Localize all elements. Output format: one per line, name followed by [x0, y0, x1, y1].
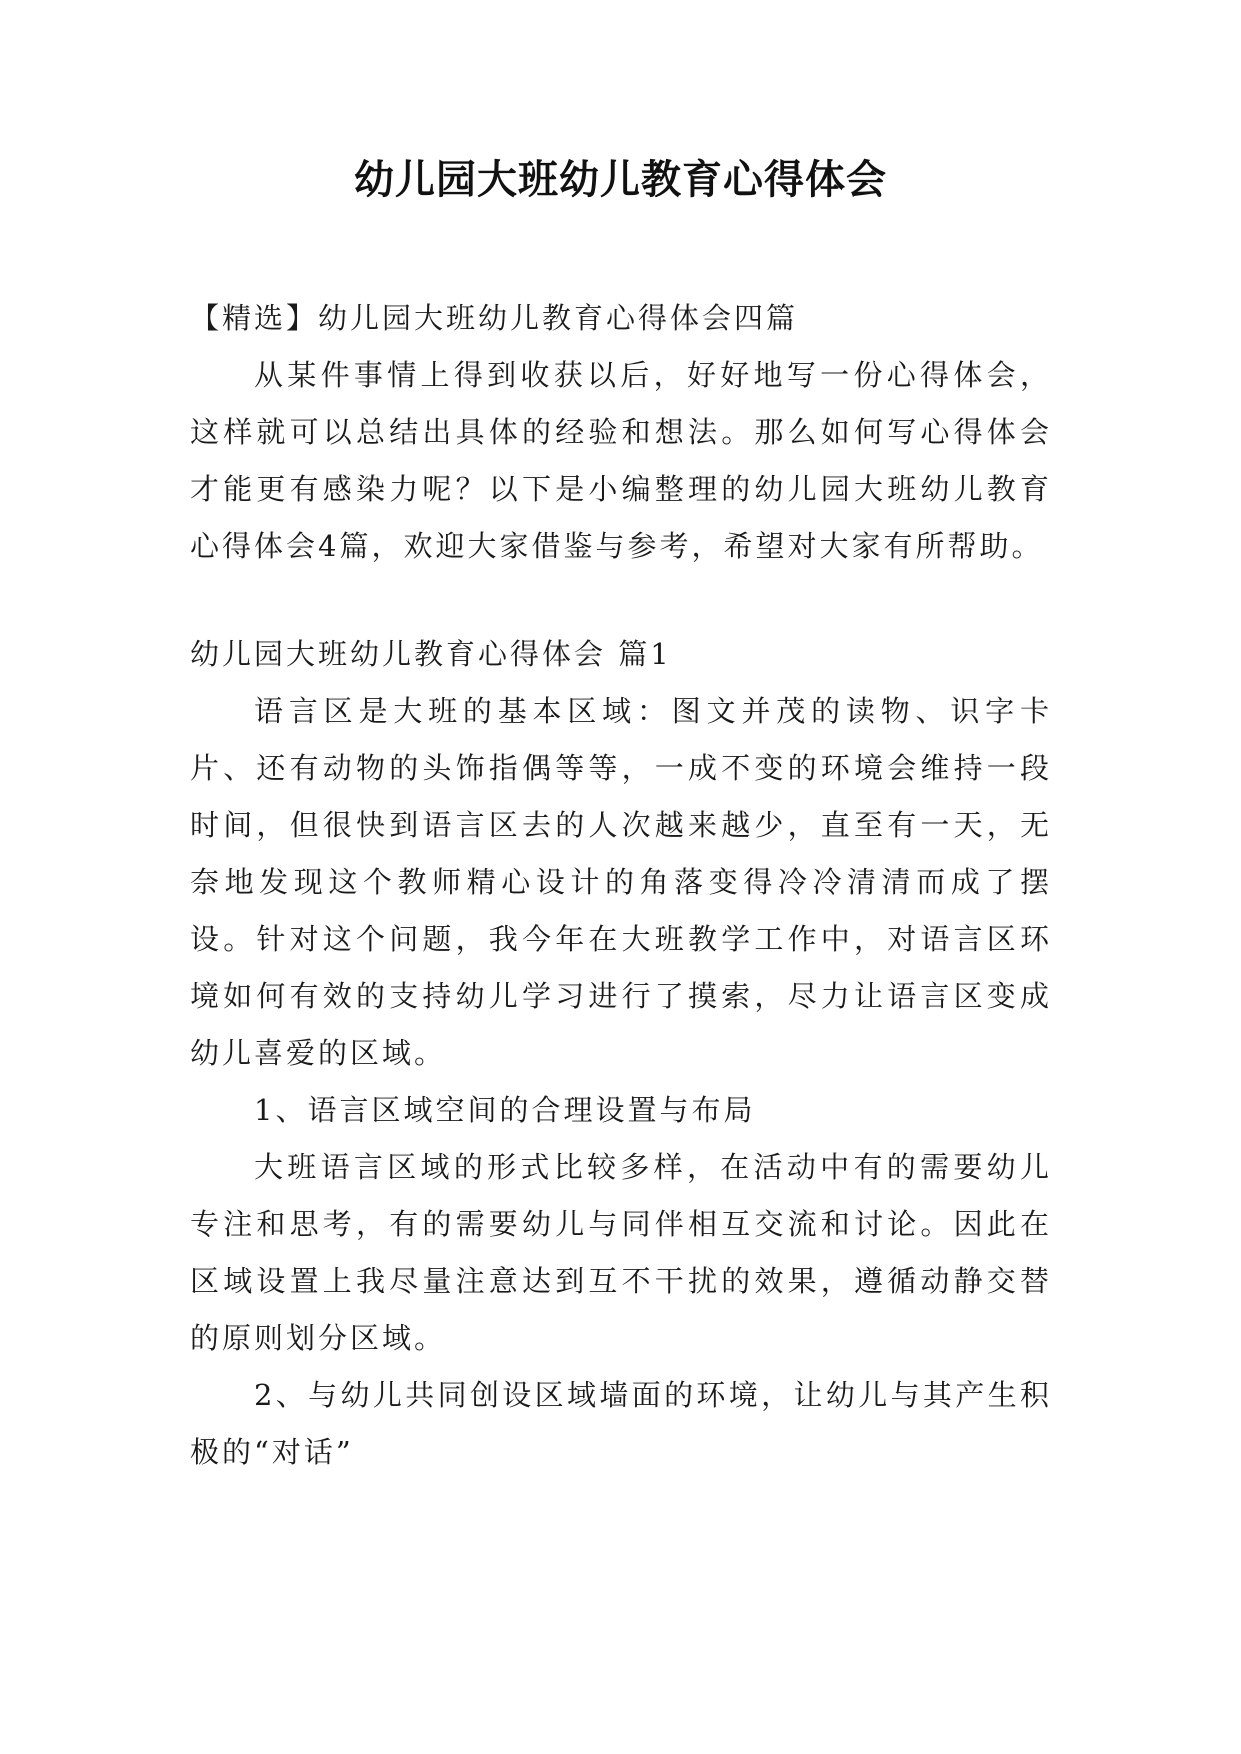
document-body — [190, 290, 1052, 1481]
document-title: 幼儿园大班幼儿教育心得体会 — [354, 157, 887, 203]
body-paragraph: 语言区是大班的基本区域：图文并茂的读物、识字卡片、还有动物的头饰指偶等等，一成不变的环境会维持一段时间，但很快到语言区去的人次越来越少，直至有一天，无奈地发现这个教师精心设计的角落变得冷冷清清而成了摆设。针对这个问题，我今年在大班教学工作中，对语言区环境如何有效的支持幼儿学习进行了摸索，尽力让语言区变成幼儿喜爱的区域。 — [190, 694, 1052, 1070]
document-subtitle: 【精选】幼儿园大班幼儿教育心得体会四篇 — [190, 301, 799, 335]
section-heading: 幼儿园大班幼儿教育心得体会 篇1 — [190, 637, 672, 671]
body-paragraph: 大班语言区域的形式比较多样，在活动中有的需要幼儿专注和思考，有的需要幼儿与同伴相互交流和讨论。因此在区域设置上我尽量注意达到互不干扰的效果，遵循动静交替的原则划分区域。 — [190, 1150, 1052, 1355]
intro-paragraph: 从某件事情上得到收获以后，好好地写一份心得体会，这样就可以总结出具体的经验和想法。那么如何写心得体会才能更有感染力呢？以下是小编整理的幼儿园大班幼儿教育心得体会4篇，欢迎大家借鉴与参考，希望对大家有所帮助。 — [190, 358, 1052, 563]
subheading-paragraph: 2、与幼儿共同创设区域墙面的环境，让幼儿与其产生积极的“对话” — [190, 1378, 1052, 1469]
subheading-paragraph: 1、语言区域空间的合理设置与布局 — [254, 1093, 756, 1127]
